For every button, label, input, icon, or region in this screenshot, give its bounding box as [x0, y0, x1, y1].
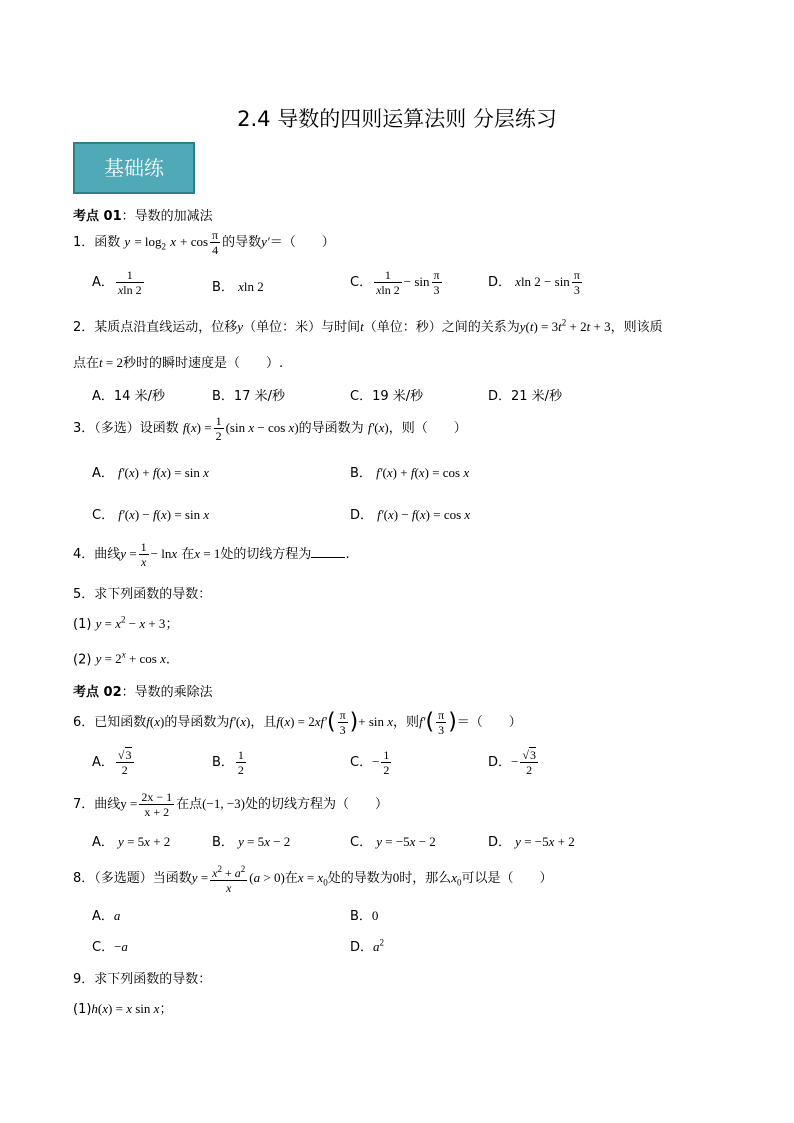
q7-option-d: D． y = −5x + 2: [488, 834, 575, 850]
q2-option-c: C．19 米/秒: [350, 389, 424, 404]
question-3: 3．（多选）设函数 f(x) = $\frac{1}{2}$ (sin x − cos x)的导函数为 f′(x)，则（ ）: [73, 414, 467, 443]
q8-option-d: D．$a^2$: [350, 937, 385, 955]
q1-option-b: B． xln 2: [212, 279, 264, 295]
q8-option-b: B．0: [350, 908, 379, 924]
question-4: 4．曲线y = $\frac{1}{x}$ − lnx 在x = 1处的切线方程为 .: [73, 540, 350, 569]
q2-option-d: D．21 米/秒: [488, 389, 563, 404]
q6-option-c: C．− $\frac{1}{2}$: [350, 748, 390, 777]
q1-option-c: C． $\frac{1}{xln 2}$ − sin $\frac{\pi}{3}$: [350, 268, 440, 297]
question-2: 2．某质点沿直线运动，位移y（单位：米）与时间t（单位：秒）之间的关系为$y(t) = 3t^2 + 2t + 3$，则该质: [73, 317, 663, 335]
question-6: 6．已知函数f(x)的导函数为f′(x)，且f(x) = 2xf′( $\frac{\pi}{3}$ )+ sin x，则f′( $\frac{\pi}{3}$ )＝（ ）: [73, 708, 522, 737]
q6-option-b: B． $\frac{1}{2}$: [212, 748, 244, 777]
page-title: 2.4 导数的四则运算法则 分层练习: [237, 107, 557, 131]
q2-option-a: A．14 米/秒: [92, 389, 165, 404]
question-8: 8．（多选题）当函数y = $\frac{x^2 + a^2}{x}$ (a > 0)在$x = x_0$处的导数为0时，那么$x_0$可以是（ ）: [73, 864, 553, 895]
q8-option-c: C．−a: [92, 939, 128, 955]
q6-option-d: D．− $\frac{√3}{2}$: [488, 748, 536, 777]
q2-option-b: B．17 米/秒: [212, 389, 285, 404]
question-1: 1．函数 $y = \log_2 x + \cos$ $\frac{\pi}{4}$ 的导数y′＝（ ）: [73, 228, 335, 257]
q1-option-d: D． xln 2 − sin $\frac{\pi}{3}$: [488, 268, 580, 297]
q6-option-a: A． $\frac{√3}{2}$: [92, 748, 132, 777]
question-2-line-2: 点在t = 2秒时的瞬时速度是（ ）.: [73, 355, 284, 371]
q8-option-a: A．a: [92, 908, 121, 924]
section-badge: 基础练: [73, 142, 195, 194]
q3-option-a: A． f′(x) + f(x) = sin x: [92, 465, 209, 481]
question-9-part-1: (1)h(x) = x sin x；: [73, 1001, 173, 1017]
q3-option-b: B． f′(x) + f(x) = cos x: [350, 465, 470, 481]
question-5-part-2: (2) $y = 2^x + \cos x$.: [73, 650, 171, 668]
section-heading-2: 考点 02：导数的乘除法: [73, 685, 213, 700]
q3-option-c: C． f′(x) − f(x) = sin x: [92, 507, 210, 523]
answer-blank[interactable]: [311, 545, 345, 558]
q1-option-a: A． $\frac{1}{xln 2}$: [92, 268, 142, 297]
q7-option-c: C． y = −5x − 2: [350, 834, 436, 850]
section-heading-1: 考点 01：导数的加减法: [73, 209, 213, 224]
q3-option-d: D． f′(x) − f(x) = cos x: [350, 507, 471, 523]
question-5: 5．求下列函数的导数：: [73, 587, 212, 602]
question-5-part-1: (1) $y = x^2 - x + 3$；: [73, 614, 179, 632]
q7-option-b: B． y = 5x − 2: [212, 834, 291, 850]
question-9: 9．求下列函数的导数：: [73, 972, 212, 987]
question-7: 7．曲线y = $\frac{2x - 1}{x + 2}$ 在点(−1, −3)处的切线方程为（ ）: [73, 790, 389, 819]
q7-option-a: A． y = 5x + 2: [92, 834, 171, 850]
